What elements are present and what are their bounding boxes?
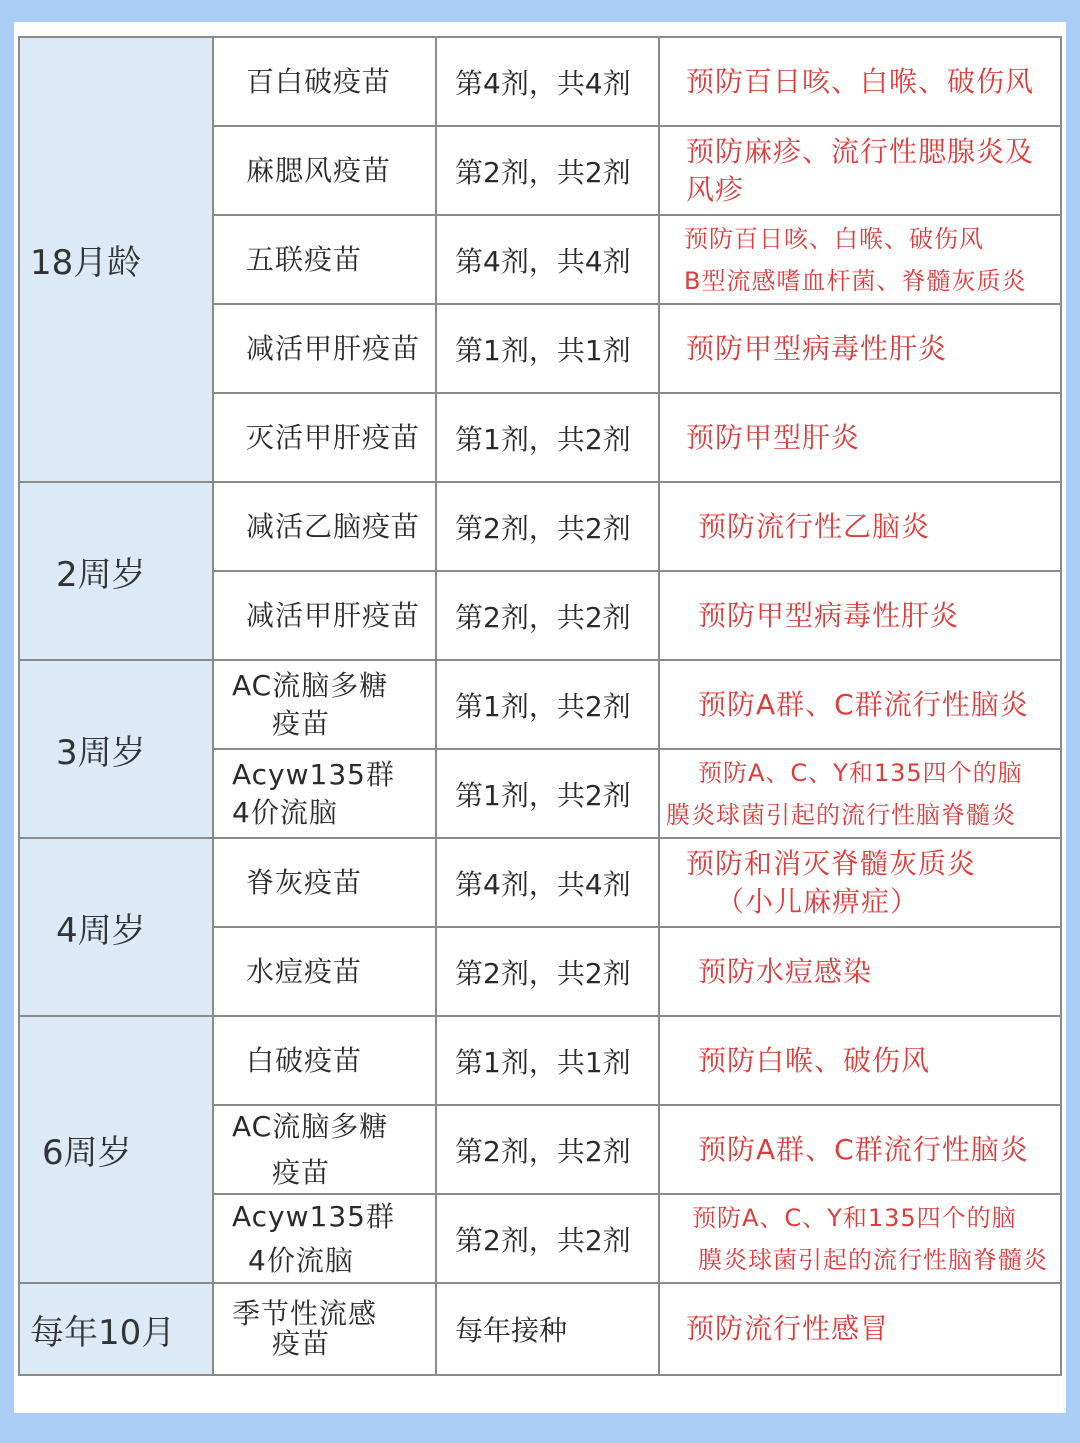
table-row: [19, 1283, 1061, 1375]
dose-cell: 第1剂，共2剂: [436, 749, 659, 838]
purpose-line: 预防A、C、Y和135四个的脑: [692, 1203, 1017, 1232]
vaccine-line: AC流脑多糖: [232, 668, 389, 702]
purpose-cell: [659, 838, 1061, 927]
purpose-line: 预防和消灭脊髓灰质炎: [686, 846, 977, 880]
vaccine-name: [213, 1194, 436, 1283]
purpose-cell: 预防甲型病毒性肝炎: [659, 571, 1061, 660]
purpose-cell: 预防麻疹、流行性腮腺炎及风疹: [659, 126, 1061, 215]
vaccine-name: 减活甲肝疫苗: [213, 571, 436, 660]
age-cell: 6周岁: [19, 1016, 213, 1283]
vaccine-name: 减活乙脑疫苗: [213, 482, 436, 571]
age-cell: 4周岁: [19, 838, 213, 1016]
purpose-line: B型流感嗜血杆菌、脊髓灰质炎: [684, 266, 1027, 295]
purpose-cell: 预防A群、C群流行性脑炎: [659, 660, 1061, 749]
vaccine-line: Acyw135群: [232, 1199, 395, 1233]
dose-cell: 第4剂，共4剂: [436, 37, 659, 126]
purpose-cell: [659, 215, 1061, 304]
vaccine-schedule-table: [18, 36, 1062, 1376]
dose-cell: 第4剂，共4剂: [436, 215, 659, 304]
dose-cell: 第1剂，共1剂: [436, 304, 659, 393]
vaccine-name: 水痘疫苗: [213, 927, 436, 1016]
vaccine-name: 麻腮风疫苗: [213, 126, 436, 215]
table-row: [19, 1016, 1061, 1105]
dose-cell: 第1剂，共2剂: [436, 393, 659, 482]
table-row: [19, 482, 1061, 571]
dose-cell: 第4剂，共4剂: [436, 838, 659, 927]
vaccine-line: AC流脑多糖: [232, 1109, 389, 1143]
purpose-cell: 预防甲型病毒性肝炎: [659, 304, 1061, 393]
purpose-cell: 预防流行性感冒: [659, 1283, 1061, 1375]
table-row: [19, 37, 1061, 126]
vaccine-name: 五联疫苗: [213, 215, 436, 304]
age-cell: 18月龄: [19, 37, 213, 482]
purpose-cell: [659, 1194, 1061, 1283]
table-row: [19, 838, 1061, 927]
dose-cell: 第2剂，共2剂: [436, 571, 659, 660]
vaccine-name: 百白破疫苗: [213, 37, 436, 126]
purpose-cell: 预防白喉、破伤风: [659, 1016, 1061, 1105]
purpose-cell: 预防A群、C群流行性脑炎: [659, 1105, 1061, 1194]
vaccine-name: [213, 1105, 436, 1194]
purpose-line: 预防A、C、Y和135四个的脑: [698, 758, 1023, 787]
age-cell: 3周岁: [19, 660, 213, 838]
purpose-line: （小儿麻痹症）: [716, 884, 920, 918]
vaccine-line: Acyw135群: [232, 757, 395, 791]
purpose-line: 膜炎球菌引起的流行性脑脊髓炎: [666, 800, 1016, 829]
purpose-cell: [659, 749, 1061, 838]
age-cell: 2周岁: [19, 482, 213, 660]
vaccine-line: 季节性流感: [232, 1297, 378, 1330]
purpose-cell: 预防甲型肝炎: [659, 393, 1061, 482]
vaccine-name: 白破疫苗: [213, 1016, 436, 1105]
vaccine-line: 疫苗: [272, 1155, 331, 1189]
vaccine-name: 灭活甲肝疫苗: [213, 393, 436, 482]
purpose-line: 预防百日咳、白喉、破伤风: [684, 224, 984, 253]
vaccine-line: 4价流脑: [248, 1243, 354, 1277]
dose-cell: 第2剂，共2剂: [436, 1194, 659, 1283]
vaccine-name: [213, 749, 436, 838]
purpose-cell: 预防水痘感染: [659, 927, 1061, 1016]
dose-cell: 每年接种: [436, 1283, 659, 1375]
vaccine-line: 疫苗: [272, 706, 331, 740]
schedule-card: [14, 22, 1066, 1413]
dose-cell: 第1剂，共1剂: [436, 1016, 659, 1105]
vaccine-line: 疫苗: [272, 1327, 331, 1360]
vaccine-line: 4价流脑: [232, 795, 338, 829]
dose-cell: 第2剂，共2剂: [436, 126, 659, 215]
table-row: [19, 660, 1061, 749]
vaccine-name: 脊灰疫苗: [213, 838, 436, 927]
purpose-line: 膜炎球菌引起的流行性脑脊髓炎: [698, 1245, 1048, 1274]
dose-cell: 第2剂，共2剂: [436, 1105, 659, 1194]
vaccine-name: [213, 1283, 436, 1375]
purpose-cell: 预防百日咳、白喉、破伤风: [659, 37, 1061, 126]
dose-cell: 第1剂，共2剂: [436, 660, 659, 749]
dose-cell: 第2剂，共2剂: [436, 482, 659, 571]
vaccine-name: [213, 660, 436, 749]
dose-cell: 第2剂，共2剂: [436, 927, 659, 1016]
vaccine-name: 减活甲肝疫苗: [213, 304, 436, 393]
age-cell: 每年10月: [19, 1283, 213, 1375]
purpose-cell: 预防流行性乙脑炎: [659, 482, 1061, 571]
